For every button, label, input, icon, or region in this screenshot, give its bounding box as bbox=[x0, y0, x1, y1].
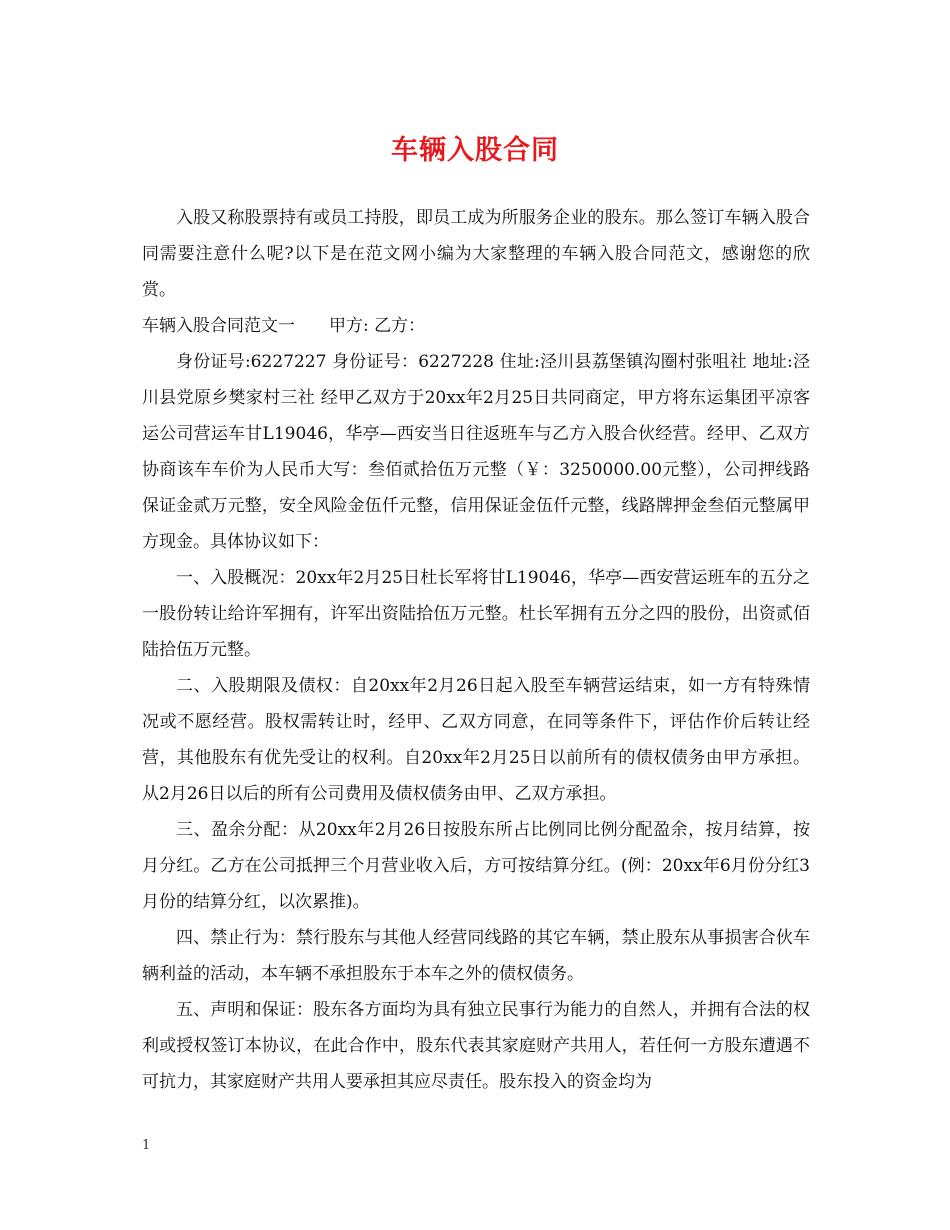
page-number: 1 bbox=[142, 1138, 151, 1153]
clause-5-paragraph: 五、声明和保证：股东各方面均为具有独立民事行为能力的自然人，并拥有合法的权利或授权签订本协议，在此合作中，股东代表其家庭财产共用人，若任何一方股东遭遇不可抗力，其家庭财产共用人要承担其应尽责任。股东投入的资金均为 bbox=[142, 1000, 810, 1092]
contract-heading-line: 车辆入股合同范文一 甲方: 乙方： bbox=[142, 316, 426, 336]
document-body bbox=[142, 200, 810, 1100]
document-title: 车辆入股合同 bbox=[391, 135, 559, 166]
clause-4-paragraph: 四、禁止行为：禁行股东与其他人经营同线路的其它车辆，禁止股东从事损害合伙车辆利益的活动，本车辆不承担股东于本车之外的债权债务。 bbox=[142, 928, 810, 984]
clause-2-paragraph: 二、入股期限及债权：自20xx年2月26日起入股至车辆营运结束，如一方有特殊情况或不愿经营。股权需转让时，经甲、乙双方同意，在同等条件下，评估作价后转让经营，其他股东有优先受让的权利。自20xx年2月25日以前所有的债权债务由甲方承担。从2月26日以后的所有公司费用及债权债务由甲、乙双方承担。 bbox=[142, 676, 810, 804]
intro-paragraph: 入股又称股票持有或员工持股，即员工成为所服务企业的股东。那么签订车辆入股合同需要注意什么呢?以下是在范文网小编为大家整理的车辆入股合同范文，感谢您的欣赏。 bbox=[142, 208, 810, 300]
clause-3-paragraph: 三、盈余分配：从20xx年2月26日按股东所占比例同比例分配盈余，按月结算，按月分红。乙方在公司抵押三个月营业收入后，方可按结算分红。(例：20xx年6月份分红3月份的结算分红，以次累推)。 bbox=[142, 820, 810, 912]
clause-1-paragraph: 一、入股概况：20xx年2月25日杜长军将甘L19046，华亭—西安营运班车的五分之一股份转让给许军拥有，许军出资陆拾伍万元整。杜长军拥有五分之四的股份，出资贰佰陆拾伍万元整。 bbox=[142, 568, 810, 660]
parties-paragraph: 身份证号:6227227 身份证号：6227228 住址:泾川县荔堡镇沟圈村张咀社 地址:泾川县党原乡樊家村三社 经甲乙双方于20xx年2月25日共同商定，甲方将东运集团平凉客运公司营运车甘L19046，华亭—西安当日往返班车与乙方入股合伙经营。经甲、乙双方协商该车车价为人民币大写：叁佰贰拾伍万元整（￥：3250000.00元整），公司押线路保证金贰万元整，安全风险金伍仟元整，信用保证金伍仟元整，线路牌押金叁佰元整属甲方现金。具体协议如下： bbox=[142, 352, 810, 552]
